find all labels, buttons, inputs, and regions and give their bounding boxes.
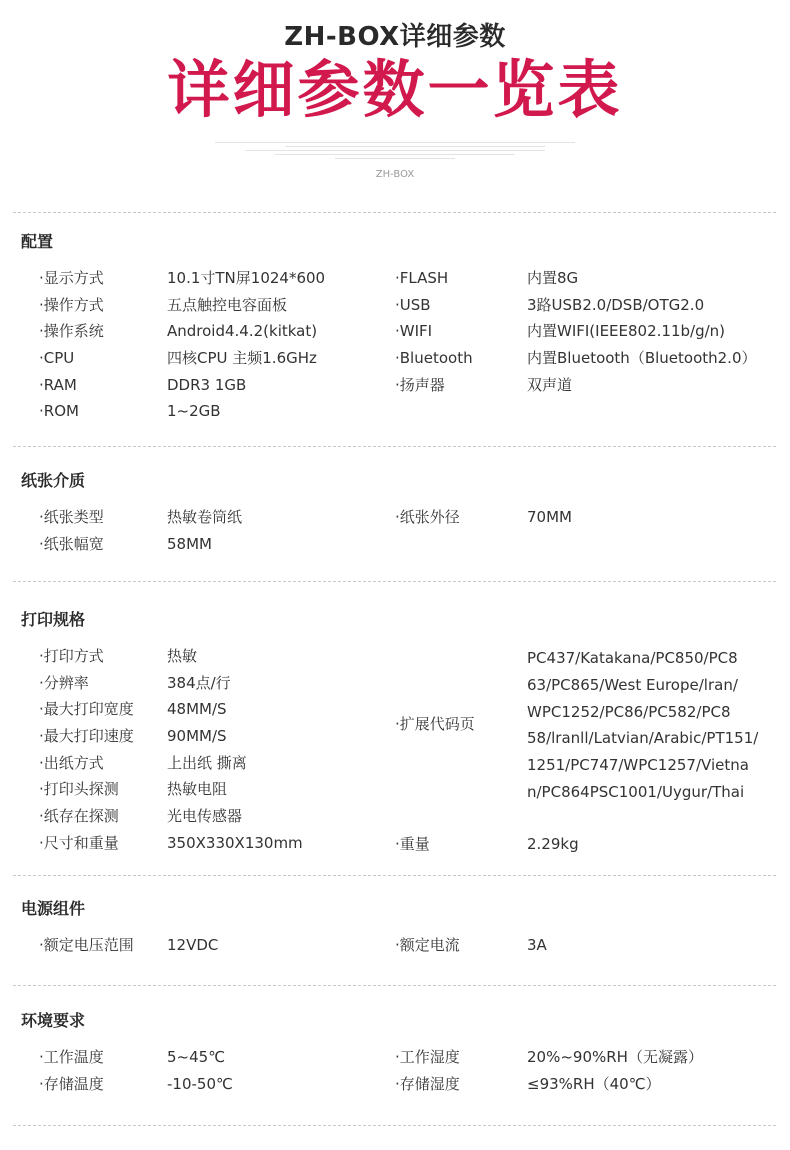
spec-label: ·额定电压范围 <box>39 936 134 954</box>
spec-value: 内置8G <box>527 269 579 287</box>
spec-value: 12VDC <box>167 936 219 954</box>
section-title-paper: 纸张介质 <box>21 471 86 490</box>
spec-value: 48MM/S <box>167 700 227 718</box>
section-title-config: 配置 <box>21 232 54 251</box>
spec-value: 光电传感器 <box>167 807 243 825</box>
codepage-line: 58/lranll/Latvian/Arabic/PT151/ <box>527 729 759 748</box>
spec-label: ·纸张类型 <box>39 508 104 526</box>
spec-label: ·打印方式 <box>39 647 104 665</box>
spec-label: ·纸张幅宽 <box>39 535 104 553</box>
spec-label: ·操作系统 <box>39 322 104 340</box>
spec-label: ·打印头探测 <box>39 780 119 798</box>
spec-value: 10.1寸TN屏1024*600 <box>167 269 326 287</box>
spec-value: 5~45℃ <box>167 1048 226 1066</box>
codepage-line: 1251/PC747/WPC1257/Vietna <box>527 756 749 775</box>
spec-label: ·存储湿度 <box>395 1075 460 1093</box>
spec-label: ·FLASH <box>395 269 449 287</box>
page-subtitle: ZH-BOX详细参数 <box>284 22 506 52</box>
spec-value: 内置WIFI(IEEE802.11b/g/n) <box>527 322 726 340</box>
spec-value: 1~2GB <box>167 402 221 420</box>
spec-label: ·扩展代码页 <box>395 715 475 733</box>
brand-caption: ZH-BOX <box>375 169 415 180</box>
spec-label: ·额定电流 <box>395 936 460 954</box>
spec-label: ·Bluetooth <box>395 349 473 367</box>
spec-value: 90MM/S <box>167 727 227 745</box>
spec-value: 20%~90%RH（无凝露） <box>527 1048 703 1066</box>
spec-label: ·显示方式 <box>39 269 104 287</box>
spec-value: 四核CPU 主频1.6GHz <box>167 349 317 367</box>
spec-value: 热敏电阻 <box>167 780 228 798</box>
page-title: 详细参数一览表 <box>167 53 623 126</box>
spec-value: 热敏卷筒纸 <box>167 508 243 526</box>
spec-label: ·最大打印速度 <box>39 727 134 745</box>
section-title-environment: 环境要求 <box>21 1011 86 1030</box>
spec-value: ≤93%RH（40℃） <box>527 1075 661 1093</box>
spec-value: 3路USB2.0/DSB/OTG2.0 <box>527 296 705 314</box>
spec-value: DDR3 1GB <box>167 376 247 394</box>
section-divider <box>13 1125 776 1126</box>
spec-label: ·USB <box>395 296 431 314</box>
spec-label: ·分辨率 <box>39 674 89 692</box>
spec-value: 350X330X130mm <box>167 834 303 852</box>
decorative-lines <box>215 140 575 164</box>
section-divider <box>13 985 776 986</box>
spec-value: -10-50℃ <box>167 1075 233 1093</box>
codepage-line: PC437/Katakana/PC850/PC8 <box>527 649 738 667</box>
section-title-power: 电源组件 <box>21 899 86 918</box>
spec-value: 双声道 <box>527 376 573 394</box>
codepage-line: WPC1252/PC86/PC582/PC8 <box>527 702 731 721</box>
spec-value: 384点/行 <box>167 674 231 692</box>
spec-value: 上出纸 撕离 <box>167 754 247 772</box>
section-divider <box>13 212 776 213</box>
spec-label: ·尺寸和重量 <box>39 834 119 852</box>
spec-value: 3A <box>527 936 547 954</box>
spec-label: ·WIFI <box>395 322 433 340</box>
spec-label: ·存储温度 <box>39 1075 104 1093</box>
spec-label: ·工作湿度 <box>395 1048 460 1066</box>
spec-label: ·工作温度 <box>39 1048 104 1066</box>
spec-label: ·扬声器 <box>395 376 445 394</box>
codepage-line: 63/PC865/West Europe/lran/ <box>527 675 738 694</box>
spec-value: 70MM <box>527 508 572 526</box>
section-title-print: 打印规格 <box>21 610 86 629</box>
header <box>0 0 790 200</box>
spec-label: ·重量 <box>395 835 430 853</box>
spec-value: 2.29kg <box>527 835 579 853</box>
codepage-list <box>527 645 772 806</box>
spec-value: 58MM <box>167 535 212 553</box>
spec-label: ·RAM <box>39 376 77 394</box>
section-divider <box>13 581 776 582</box>
spec-label: ·操作方式 <box>39 296 104 314</box>
section-divider <box>13 446 776 447</box>
spec-value: 内置Bluetooth（Bluetooth2.0） <box>527 349 757 367</box>
codepage-line: n/PC864PSC1001/Uygur/Thai <box>527 782 745 801</box>
spec-label: ·纸存在探测 <box>39 807 119 825</box>
spec-value: 热敏 <box>167 647 198 665</box>
spec-label: ·最大打印宽度 <box>39 700 134 718</box>
spec-value: 五点触控电容面板 <box>167 296 288 314</box>
spec-label: ·纸张外径 <box>395 508 460 526</box>
spec-label: ·CPU <box>39 349 75 367</box>
spec-value: Android4.4.2(kitkat) <box>167 322 318 340</box>
spec-label: ·ROM <box>39 402 79 420</box>
section-divider <box>13 875 776 876</box>
spec-label: ·出纸方式 <box>39 754 104 772</box>
